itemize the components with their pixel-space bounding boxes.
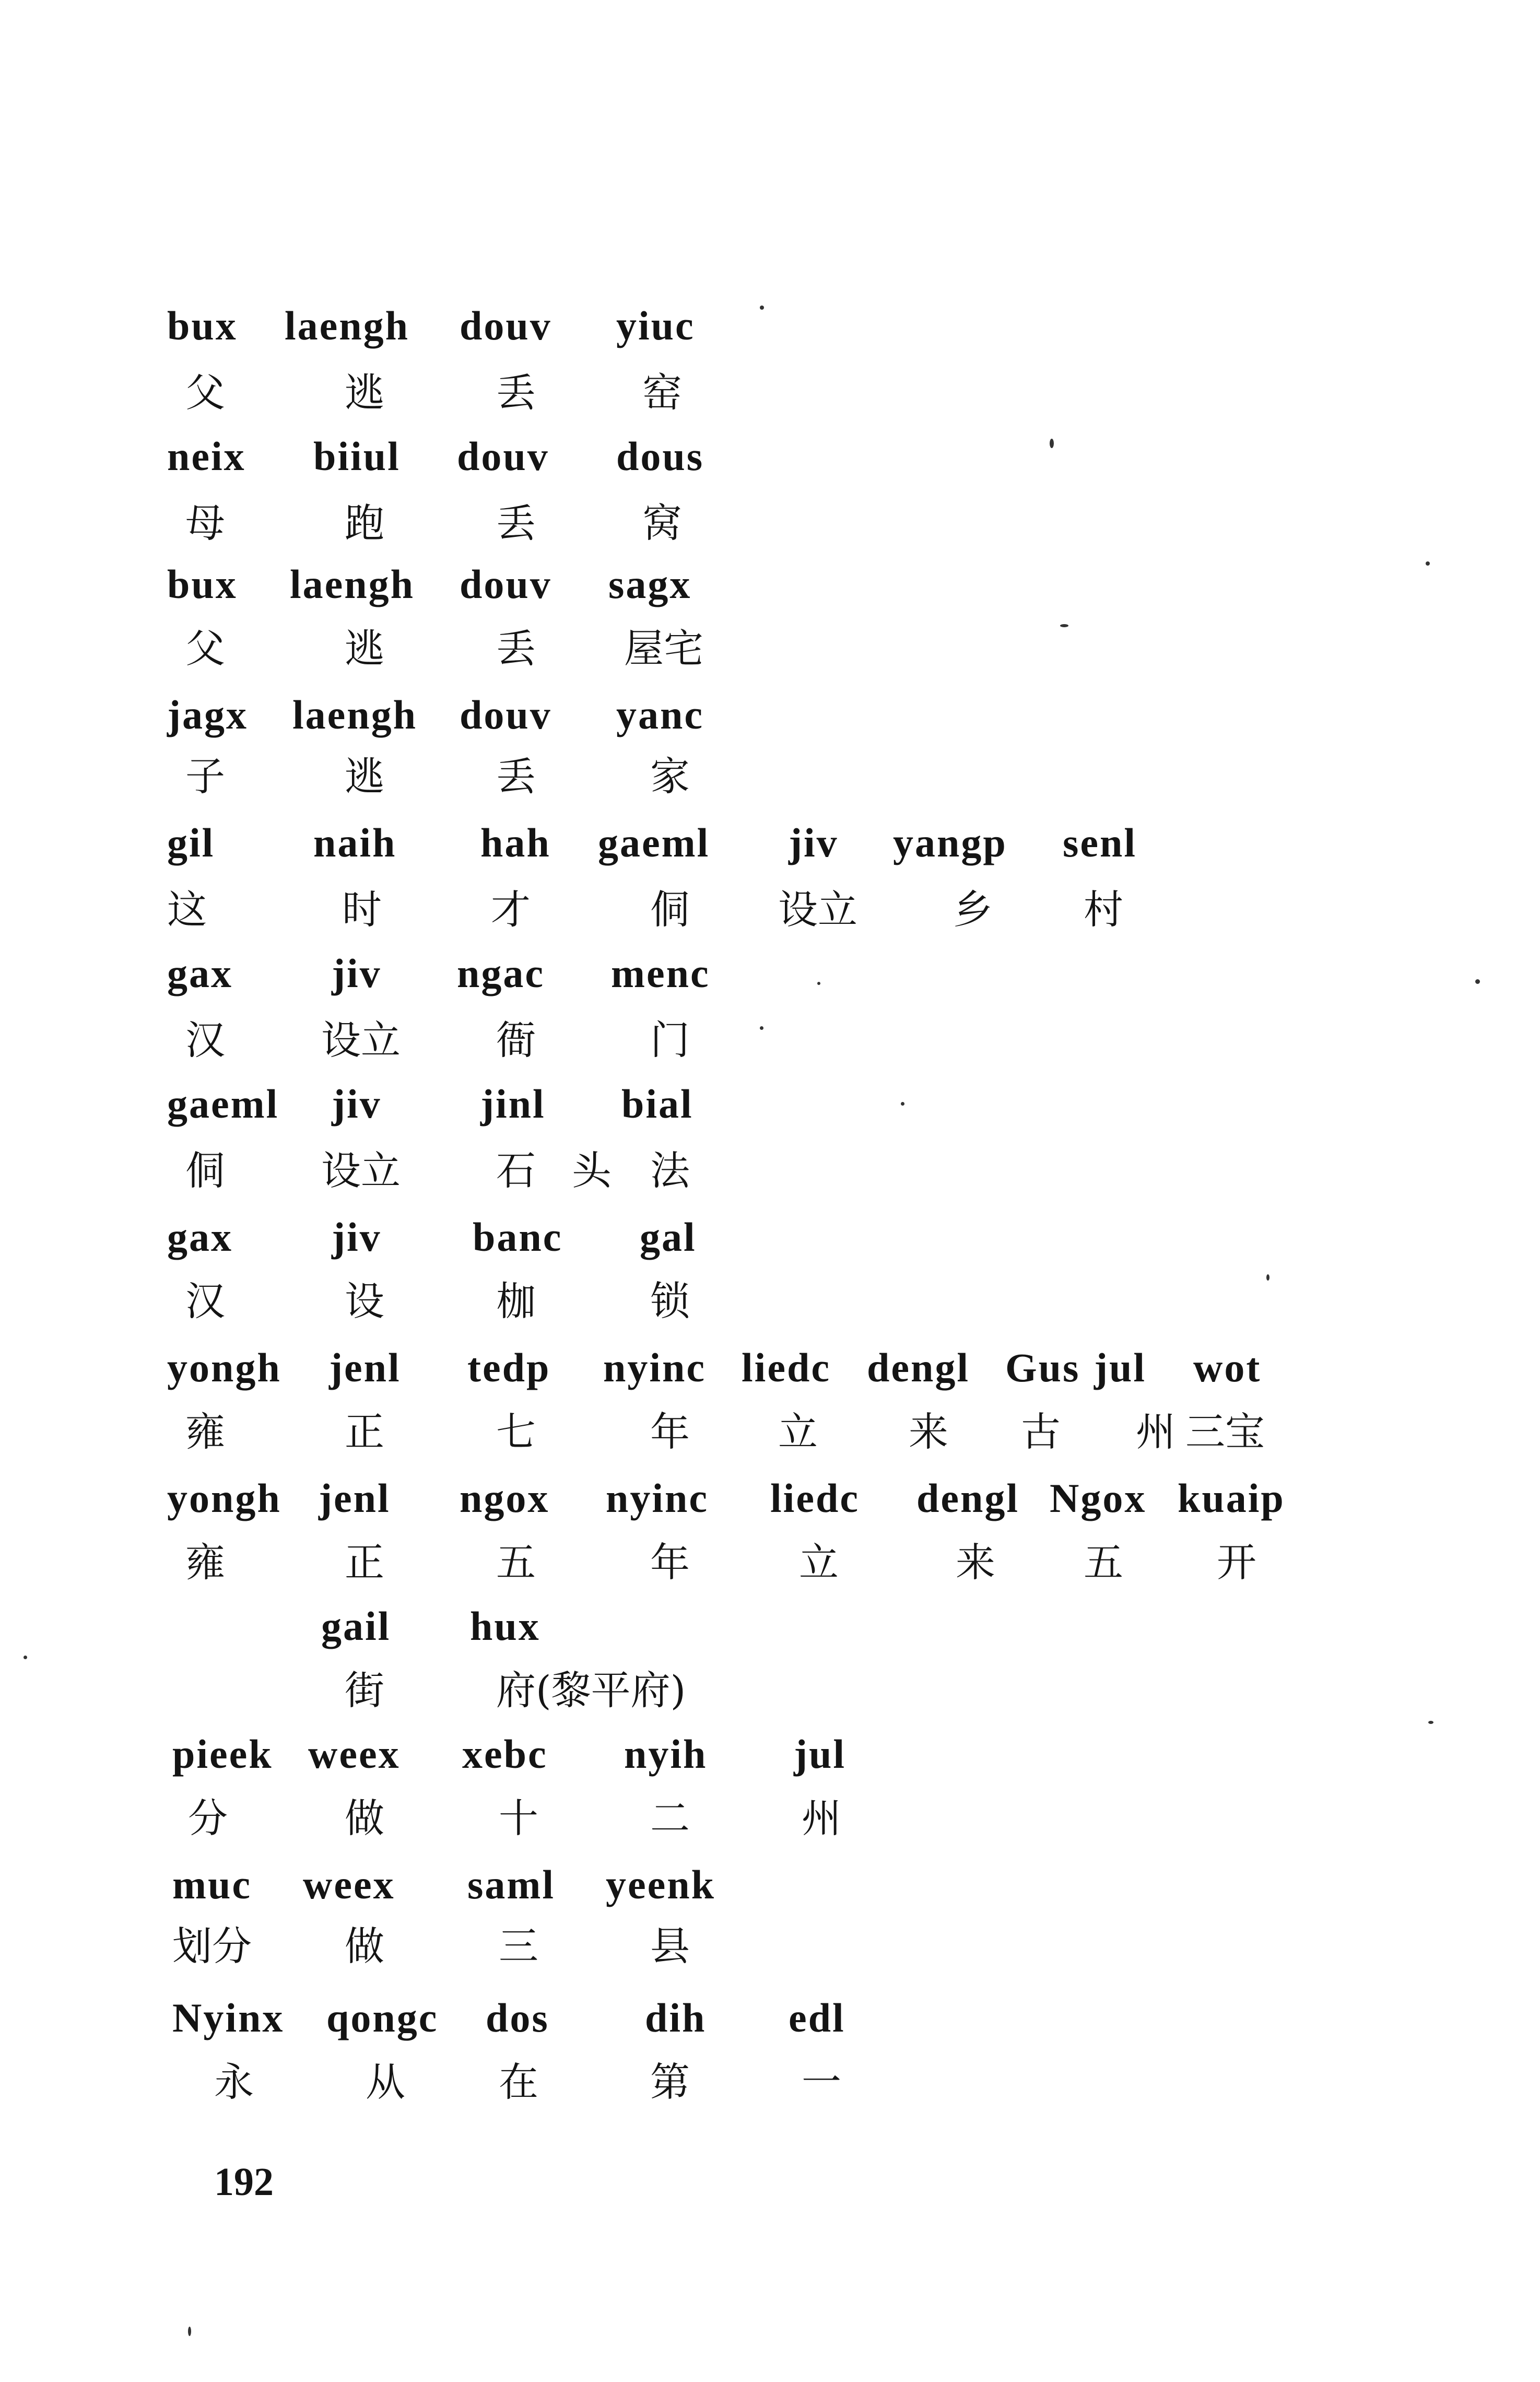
romanized-line [0, 1068, 1540, 1146]
romanized-word: dous [616, 433, 704, 479]
romanized-word: jinl [480, 1081, 546, 1127]
gloss-word: 乡 [953, 886, 993, 933]
romanized-word: xebc [462, 1731, 548, 1777]
gloss-word: 古 [1021, 1409, 1061, 1455]
gloss-word: 村 [1084, 886, 1123, 933]
romanized-word: gal [640, 1214, 697, 1260]
romanized-word: jiv [332, 951, 382, 996]
gloss-word: 第 [650, 2059, 690, 2105]
romanized-word: douv [457, 433, 549, 479]
gloss-word: 来 [956, 1539, 995, 1586]
romanized-line [0, 1982, 1540, 2060]
romanized-word: gil [167, 820, 215, 865]
romanized-word: kuaip [1178, 1475, 1285, 1521]
gloss-word: 跑 [345, 500, 384, 546]
romanized-word: yongh [167, 1345, 281, 1390]
romanized-word: jiv [332, 1214, 382, 1260]
romanized-word: neix [167, 433, 246, 479]
romanized-word: jul [1094, 1345, 1147, 1390]
romanized-word: yongh [167, 1475, 281, 1521]
gloss-word: 从 [366, 2059, 405, 2105]
romanized-word: yiuc [616, 303, 695, 348]
romanized-line [0, 807, 1540, 885]
gloss-word: 门 [650, 1017, 690, 1063]
romanized-word: bux [167, 303, 238, 348]
gloss-word: 逃 [345, 753, 384, 800]
gloss-word: 设立 [778, 886, 857, 933]
gloss-word: 这 [167, 886, 207, 933]
gloss-word: 三宝 [1185, 1409, 1265, 1455]
gloss-word: 在 [499, 2059, 538, 2105]
gloss-word: 立 [799, 1539, 839, 1586]
romanized-word: hux [470, 1603, 540, 1649]
romanized-word: gail [321, 1603, 391, 1649]
scan-speck [1050, 439, 1054, 448]
romanized-word: muc [172, 1862, 252, 1907]
romanized-word: douv [460, 692, 552, 737]
gloss-word: 丢 [496, 500, 536, 546]
gloss-word: 立 [778, 1409, 818, 1455]
gloss-word: 屋宅 [624, 625, 703, 672]
romanized-word: douv [460, 303, 552, 348]
gloss-word: 雍 [185, 1409, 225, 1455]
scan-speck [901, 1102, 904, 1106]
scan-speck [760, 306, 764, 310]
scan-speck [1266, 1274, 1269, 1281]
scan-speck [817, 982, 820, 985]
gloss-word: 丢 [496, 753, 536, 800]
page-number: 192 [214, 2160, 274, 2204]
romanized-line [0, 1332, 1540, 1410]
romanized-word: dengl [916, 1475, 1020, 1521]
gloss-word: 时 [342, 886, 382, 933]
scan-speck [188, 2327, 191, 2336]
gloss-line [0, 1914, 1540, 1992]
romanized-word: laengh [290, 561, 415, 607]
gloss-word: 枷 [496, 1278, 536, 1324]
romanized-word: jiv [332, 1081, 382, 1127]
romanized-word: jenl [319, 1475, 391, 1521]
romanized-word: yangp [893, 820, 1007, 865]
gloss-word: 丢 [496, 369, 536, 416]
romanized-word: laengh [285, 303, 410, 348]
gloss-word: 逃 [345, 625, 384, 672]
romanized-word: menc [611, 951, 710, 996]
romanized-line [0, 1201, 1540, 1280]
gloss-word: 做 [345, 1795, 384, 1841]
scan-speck [1426, 561, 1430, 566]
romanized-word: bial [621, 1081, 693, 1127]
romanized-word: douv [460, 561, 552, 607]
gloss-word: 五 [496, 1539, 536, 1586]
romanized-word: dos [486, 1995, 549, 2040]
romanized-word: jagx [167, 692, 248, 737]
romanized-word: biiul [313, 433, 401, 479]
romanized-word: Nyinx [172, 1995, 285, 2040]
romanized-word: tedp [467, 1345, 551, 1390]
gloss-word: 正 [345, 1409, 384, 1455]
gloss-word: 法 [650, 1147, 690, 1194]
gloss-word: 父 [185, 625, 225, 672]
romanized-word: yanc [616, 692, 704, 737]
gloss-word: 汉 [185, 1278, 225, 1324]
romanized-word: gax [167, 1214, 233, 1260]
romanized-word: liedc [742, 1345, 831, 1390]
gloss-word: 汉 [185, 1017, 225, 1063]
gloss-line [0, 2050, 1540, 2128]
scan-speck [760, 1026, 763, 1030]
gloss-word: 设立 [321, 1147, 401, 1194]
gloss-word: 侗 [185, 1147, 225, 1194]
romanized-word: wot [1193, 1345, 1262, 1390]
romanized-word: banc [473, 1214, 563, 1260]
romanized-word: pieek [172, 1731, 273, 1777]
romanized-word: liedc [770, 1475, 860, 1521]
gloss-word: 州 [802, 1795, 841, 1841]
gloss-word: 子 [185, 753, 225, 800]
gloss-word: 分 [188, 1795, 228, 1841]
gloss-word: 母 [185, 500, 225, 546]
romanized-word: yeenk [606, 1862, 715, 1907]
romanized-word: dengl [867, 1345, 970, 1390]
gloss-word: 州 [1136, 1409, 1175, 1455]
gloss-word: 做 [345, 1923, 384, 1969]
gloss-word: 逃 [345, 369, 384, 416]
gloss-word: 来 [909, 1409, 948, 1455]
gloss-word: 窑 [642, 369, 682, 416]
romanized-word: naih [313, 820, 397, 865]
romanized-word: Gus [1005, 1345, 1080, 1390]
romanized-word: ngac [457, 951, 545, 996]
gloss-word: 父 [185, 369, 225, 416]
romanized-line [0, 1718, 1540, 1797]
scan-speck [1475, 979, 1480, 984]
romanized-line [0, 1462, 1540, 1541]
gloss-word: 雍 [185, 1539, 225, 1586]
romanized-word: nyinc [603, 1345, 707, 1390]
gloss-word: 开 [1217, 1539, 1256, 1586]
romanized-word: saml [467, 1862, 555, 1907]
romanized-word: qongc [326, 1995, 439, 2040]
romanized-word: bux [167, 561, 238, 607]
gloss-word: 五 [1084, 1539, 1123, 1586]
gloss-word: 三 [499, 1923, 538, 1969]
scan-speck [1428, 1721, 1433, 1724]
romanized-word: laengh [292, 692, 418, 737]
gloss-word: 石 [496, 1147, 536, 1194]
romanized-word: sagx [608, 561, 692, 607]
romanized-word: edl [789, 1995, 845, 2040]
gloss-word: 划分 [172, 1923, 252, 1969]
romanized-word: nyih [624, 1731, 708, 1777]
romanized-line [0, 1590, 1540, 1669]
romanized-word: gaeml [167, 1081, 279, 1127]
romanized-word: jul [794, 1731, 847, 1777]
romanized-word: senl [1063, 820, 1137, 865]
gloss-word: 一 [802, 2059, 841, 2105]
romanized-word: nyinc [606, 1475, 709, 1521]
romanized-line [0, 420, 1540, 499]
romanized-word: ngox [460, 1475, 550, 1521]
gloss-word: 二 [650, 1795, 690, 1841]
gloss-word: 家 [650, 753, 690, 800]
gloss-word: 设 [345, 1278, 384, 1324]
gloss-word: 设立 [321, 1017, 401, 1063]
gloss-word: 七 [496, 1409, 536, 1455]
gloss-word: 头 [572, 1147, 612, 1194]
romanized-word: dih [645, 1995, 707, 2040]
gloss-word: 衙 [496, 1017, 536, 1063]
gloss-word: 丢 [496, 625, 536, 672]
romanized-line [0, 548, 1540, 627]
romanized-word: jenl [329, 1345, 401, 1390]
romanized-word: gaeml [598, 820, 710, 865]
gloss-word: 府(黎平府) [496, 1667, 686, 1714]
gloss-word: 年 [650, 1409, 690, 1455]
gloss-word: 窝 [642, 500, 682, 546]
gloss-word: 县 [650, 1923, 690, 1969]
romanized-line [0, 290, 1540, 368]
scan-speck [1060, 624, 1068, 627]
gloss-word: 锁 [650, 1278, 690, 1324]
scan-speck [23, 1656, 27, 1659]
romanized-word: weex [303, 1862, 395, 1907]
gloss-word: 正 [345, 1539, 384, 1586]
romanized-word: weex [308, 1731, 401, 1777]
gloss-word: 街 [345, 1667, 384, 1714]
gloss-word: 年 [650, 1539, 690, 1586]
gloss-word: 才 [491, 886, 531, 933]
romanized-word: gax [167, 951, 233, 996]
romanized-word: jiv [789, 820, 839, 865]
gloss-word: 侗 [650, 886, 690, 933]
gloss-word: 十 [499, 1795, 538, 1841]
gloss-word: 永 [214, 2059, 254, 2105]
romanized-word: hah [480, 820, 551, 865]
romanized-word: Ngox [1050, 1475, 1147, 1521]
romanized-line [0, 937, 1540, 1016]
